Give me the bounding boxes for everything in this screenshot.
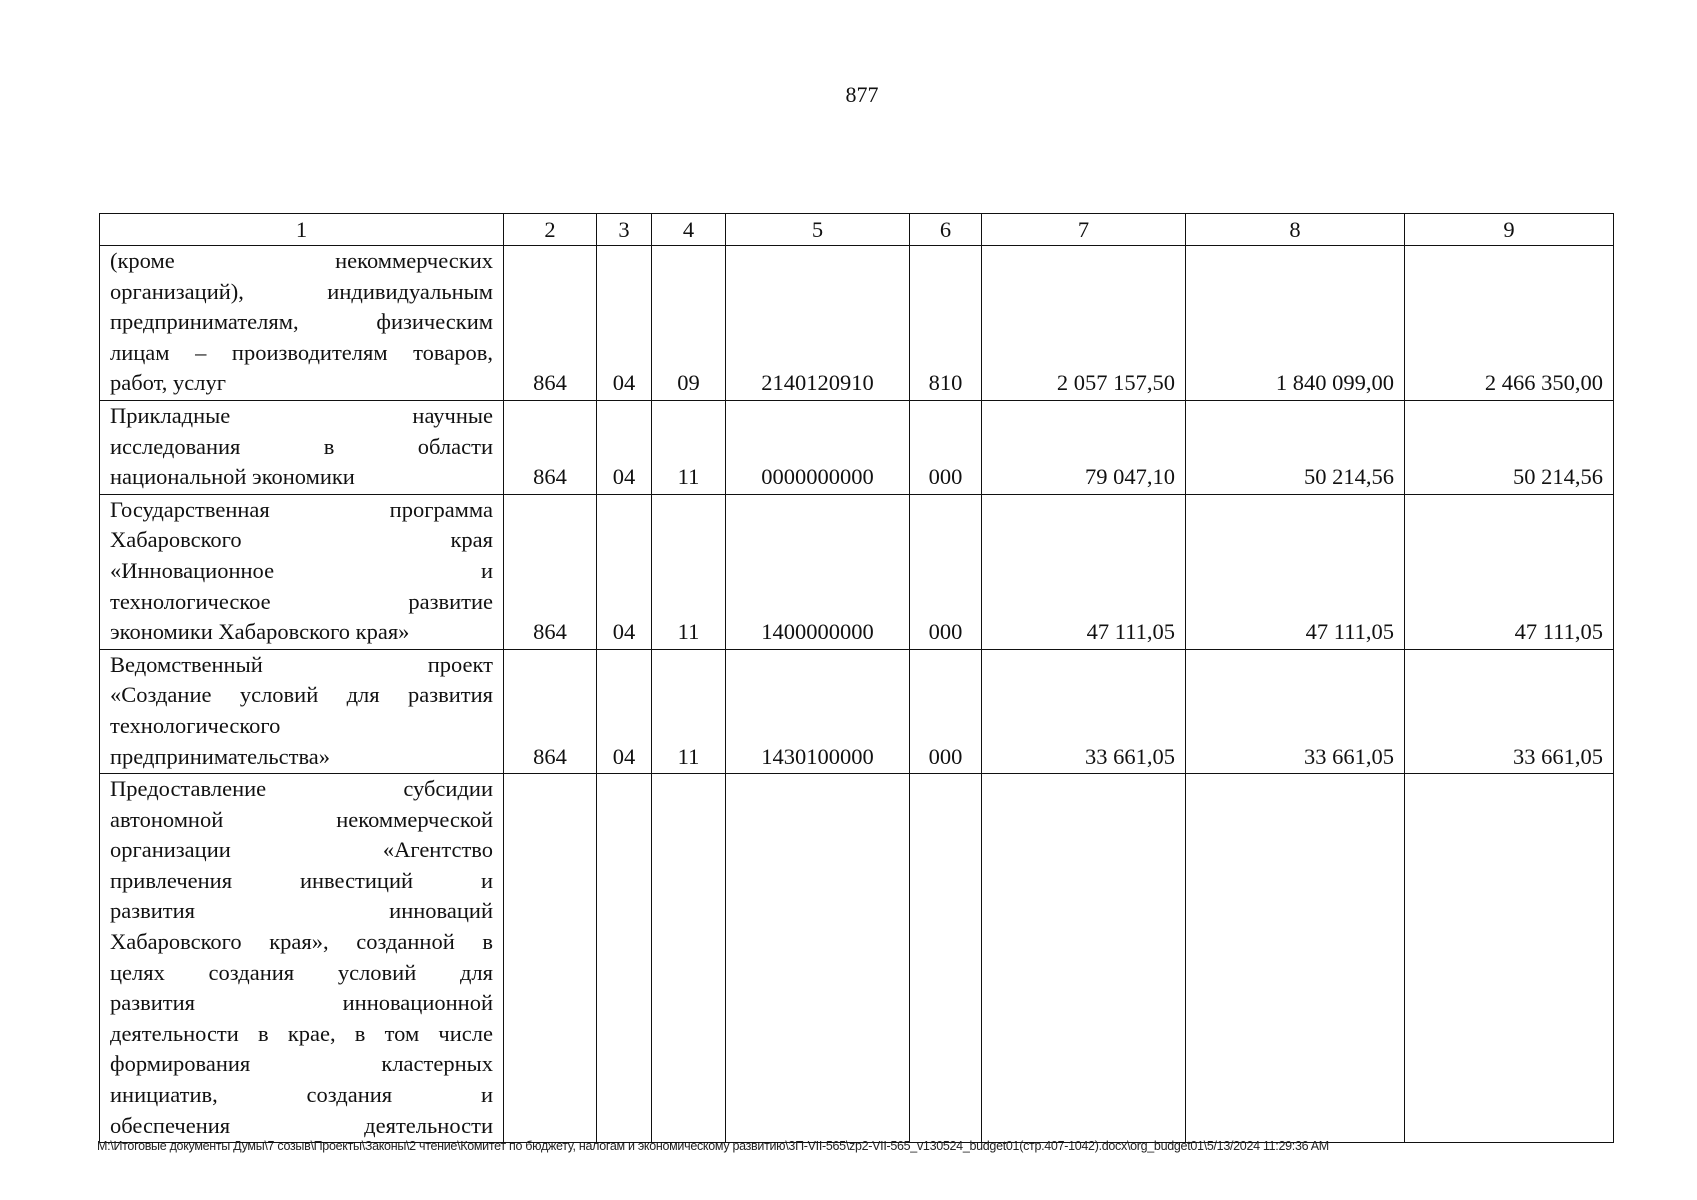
row-name-line: организаций), индивидуальным xyxy=(110,278,493,304)
row-name-line: развития инноваций xyxy=(110,898,493,924)
cell-col-5: 1400000000 xyxy=(726,494,910,649)
row-name-line: Государственная программа xyxy=(110,496,493,522)
cell-col-3: 04 xyxy=(597,649,652,773)
table-row xyxy=(100,246,1614,401)
row-name-cell xyxy=(100,494,504,649)
column-header: 2 xyxy=(504,214,597,246)
row-name-line: «Инновационное и xyxy=(110,557,493,583)
row-name-line: формирования кластерных xyxy=(110,1051,493,1077)
row-name-cell xyxy=(100,649,504,773)
cell-col-4: 09 xyxy=(652,246,726,401)
cell-col-3: 04 xyxy=(597,494,652,649)
budget-table xyxy=(99,213,1614,1143)
row-name-line: технологического xyxy=(110,712,281,738)
cell-col-8: 50 214,56 xyxy=(1186,400,1405,494)
cell-col-5: 2140120910 xyxy=(726,246,910,401)
cell-col-9: 2 466 350,00 xyxy=(1405,246,1614,401)
row-name-line: обеспечения деятельности xyxy=(110,1112,493,1138)
table-row xyxy=(100,774,1614,1143)
table-body xyxy=(100,246,1614,1143)
row-name-line: автономной некоммерческой xyxy=(110,806,493,832)
row-name-line: целях создания условий для xyxy=(110,959,493,985)
row-name-cell xyxy=(100,246,504,401)
cell-col-2: 864 xyxy=(504,246,597,401)
cell-col-8: 1 840 099,00 xyxy=(1186,246,1405,401)
file-path-footer: M:\Итоговые документы Думы\7 созыв\Проекты\Законы\2 чтение\Комитет по бюджету, налогам и экономическому развитию\3П-VII-565\zp2-VII-565_v130524_budget01(стр.407-1042).docx\org_budget01\5/13/2024 11:29:36 AM xyxy=(97,1139,1329,1153)
cell-col-7: 79 047,10 xyxy=(982,400,1186,494)
cell-col-5 xyxy=(726,774,910,1143)
row-name-line: развития инновационной xyxy=(110,990,493,1016)
column-header: 5 xyxy=(726,214,910,246)
cell-col-8: 47 111,05 xyxy=(1186,494,1405,649)
column-header: 6 xyxy=(910,214,982,246)
cell-col-8: 33 661,05 xyxy=(1186,649,1405,773)
cell-col-9: 33 661,05 xyxy=(1405,649,1614,773)
row-name-line: Предоставление субсидии xyxy=(110,776,493,802)
row-name-line: Прикладные научные xyxy=(110,402,493,428)
cell-col-9: 50 214,56 xyxy=(1405,400,1614,494)
cell-col-9 xyxy=(1405,774,1614,1143)
column-header: 7 xyxy=(982,214,1186,246)
table-row xyxy=(100,494,1614,649)
column-header: 9 xyxy=(1405,214,1614,246)
row-name-line: экономики Хабаровского края» xyxy=(110,619,410,645)
row-name-line: привлечения инвестиций и xyxy=(110,867,493,893)
table-row xyxy=(100,400,1614,494)
row-name-cell xyxy=(100,400,504,494)
cell-col-2: 864 xyxy=(504,400,597,494)
row-name-line: национальной экономики xyxy=(110,464,355,490)
cell-col-2: 864 xyxy=(504,649,597,773)
row-name-line: Ведомственный проект xyxy=(110,651,493,677)
cell-col-2 xyxy=(504,774,597,1143)
row-name-line: деятельности в крае, в том числе xyxy=(110,1020,493,1046)
cell-col-4: 11 xyxy=(652,400,726,494)
cell-col-5: 1430100000 xyxy=(726,649,910,773)
header-row xyxy=(100,214,1614,246)
cell-col-4: 11 xyxy=(652,494,726,649)
row-name-line: лицам – производителям товаров, xyxy=(110,339,493,365)
cell-col-6: 000 xyxy=(910,494,982,649)
row-name-line: инициатив, создания и xyxy=(110,1082,493,1108)
cell-col-7: 47 111,05 xyxy=(982,494,1186,649)
table-row xyxy=(100,649,1614,773)
row-name-line: «Создание условий для развития xyxy=(110,682,493,708)
column-header: 3 xyxy=(597,214,652,246)
column-header: 4 xyxy=(652,214,726,246)
row-name-line: Хабаровского края», созданной в xyxy=(110,929,493,955)
cell-col-2: 864 xyxy=(504,494,597,649)
row-name-line: технологическое развитие xyxy=(110,588,493,614)
row-name-line: работ, услуг xyxy=(110,370,226,396)
cell-col-7: 33 661,05 xyxy=(982,649,1186,773)
row-name-line: предпринимателям, физическим xyxy=(110,309,493,335)
cell-col-5: 0000000000 xyxy=(726,400,910,494)
row-name-line: (кроме некоммерческих xyxy=(110,248,493,273)
row-name-line: исследования в области xyxy=(110,433,493,459)
cell-col-9: 47 111,05 xyxy=(1405,494,1614,649)
cell-col-8 xyxy=(1186,774,1405,1143)
cell-col-3 xyxy=(597,774,652,1143)
cell-col-4: 11 xyxy=(652,649,726,773)
cell-col-6: 810 xyxy=(910,246,982,401)
cell-col-3: 04 xyxy=(597,400,652,494)
page-number: 877 xyxy=(845,82,879,107)
column-header: 1 xyxy=(100,214,504,246)
cell-col-6 xyxy=(910,774,982,1143)
row-name-line: организации «Агентство xyxy=(110,837,493,863)
column-header: 8 xyxy=(1186,214,1405,246)
cell-col-4 xyxy=(652,774,726,1143)
cell-col-7: 2 057 157,50 xyxy=(982,246,1186,401)
cell-col-7 xyxy=(982,774,1186,1143)
row-name-line: Хабаровского края xyxy=(110,527,493,553)
row-name-cell xyxy=(100,774,504,1143)
row-name-line: предпринимательства» xyxy=(110,743,331,769)
cell-col-6: 000 xyxy=(910,400,982,494)
cell-col-3: 04 xyxy=(597,246,652,401)
cell-col-6: 000 xyxy=(910,649,982,773)
